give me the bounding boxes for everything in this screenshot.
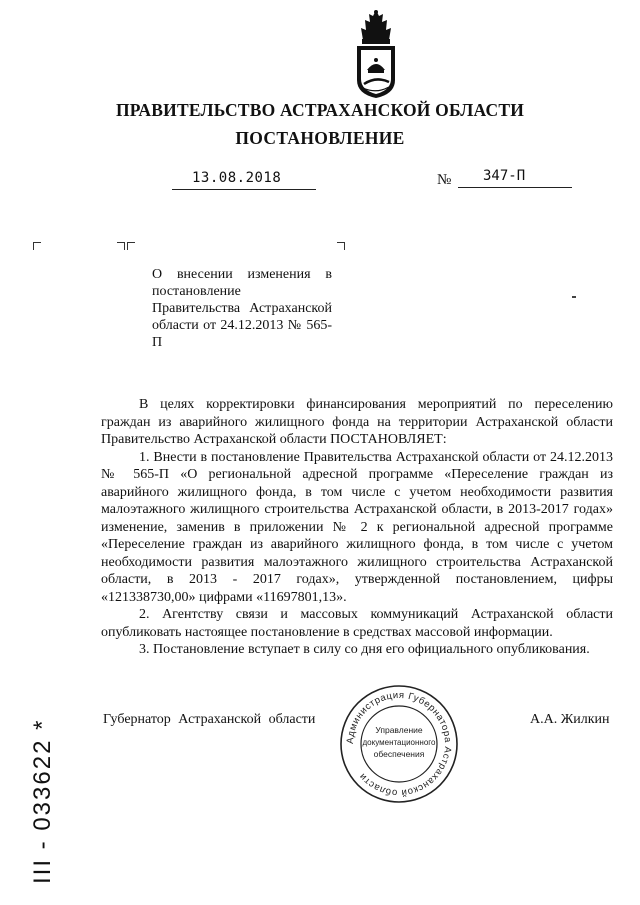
stamp-center-line1: Управление [375,725,423,735]
document-type-title: ПОСТАНОВЛЕНИЕ [235,128,405,148]
document-subject: О внесении изменения в постановление Правительства Астраханской области от 24.12.2013 № 565-П [152,267,332,350]
document-number: 347-П [483,168,526,184]
corner-bracket-mid-right [127,242,135,250]
document-date: 13.08.2018 [192,170,282,186]
number-label: № [437,172,452,188]
body-preamble: В целях корректировки финансирования мероприятий по переселению граждан из аварийного жилищного фонда на территории Астраханской области Правительство Астраханской области ПОСТАНОВЛЯЕТ: [101,397,613,447]
coat-of-arms-emblem [349,8,403,100]
corner-bracket-top-left [33,242,41,250]
serial-code-text: III - 033622 * [29,718,56,884]
body-item-1: 1. Внести в постановление Правительства Астраханской области от 24.12.2013 № 565-П «О региональной адресной программе «Переселение граждан из аварийного жилищного фонда, в том числе с учетом необходимости развития малоэтажного жилищного строительства Астраханской области, в 2013-2017 годах» изменение, заменив в приложении № 2 к региональной адресной программе «Переселение граждан из аварийного жилищного фонда, в том числе с учетом необходимости развития малоэтажного жилищного строительства Астраханской области, в 2013 - 2017 годах», утвержденной постановлением, цифры «121338730,00» цифрами «11697801,13». [101,449,613,605]
stamp-ring-text: Администрация Губернатора Астраханской области [344,689,454,799]
body-item-3: 3. Постановление вступает в силу со дня его официального опубликования. [139,642,590,657]
date-underline [172,189,316,190]
signatory-title: Губернатор Астраханской области [103,712,316,727]
number-underline [458,187,572,188]
stamp-center-line3: обеспечения [373,749,425,759]
signatory-name: А.А. Жилкин [530,712,610,727]
document-body [101,396,613,659]
organization-title: ПРАВИТЕЛЬСТВО АСТРАХАНСКОЙ ОБЛАСТИ [115,100,525,120]
blank-serial-code [22,706,62,886]
body-item-2: 2. Агентству связи и массовых коммуникаций Астраханской области опубликовать настоящее постановление в средствах массовой информации. [101,607,613,640]
corner-bracket-mid-left [117,242,125,250]
corner-bracket-top-right [337,242,345,250]
margin-mark [572,296,576,298]
official-stamp [338,683,460,805]
stamp-center-line2: документационного [362,738,436,747]
